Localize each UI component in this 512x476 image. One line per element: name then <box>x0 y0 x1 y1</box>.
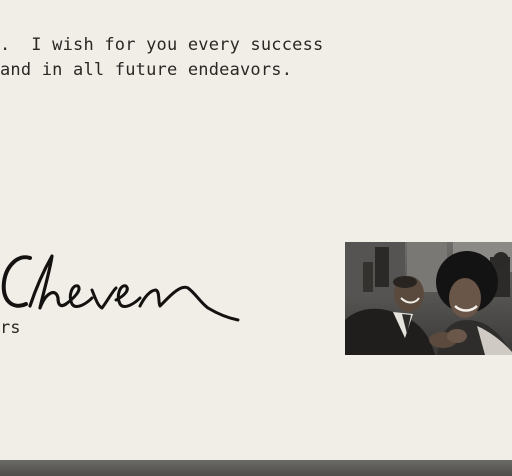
handwritten-signature <box>0 248 245 328</box>
signer-title-fragment: rs <box>0 318 21 338</box>
page-bottom-edge <box>0 460 512 476</box>
enclosed-photograph <box>345 242 512 355</box>
letter-body-line: and in all future endeavors. <box>0 60 293 80</box>
letter-body-line: . I wish for you every success <box>0 35 324 55</box>
